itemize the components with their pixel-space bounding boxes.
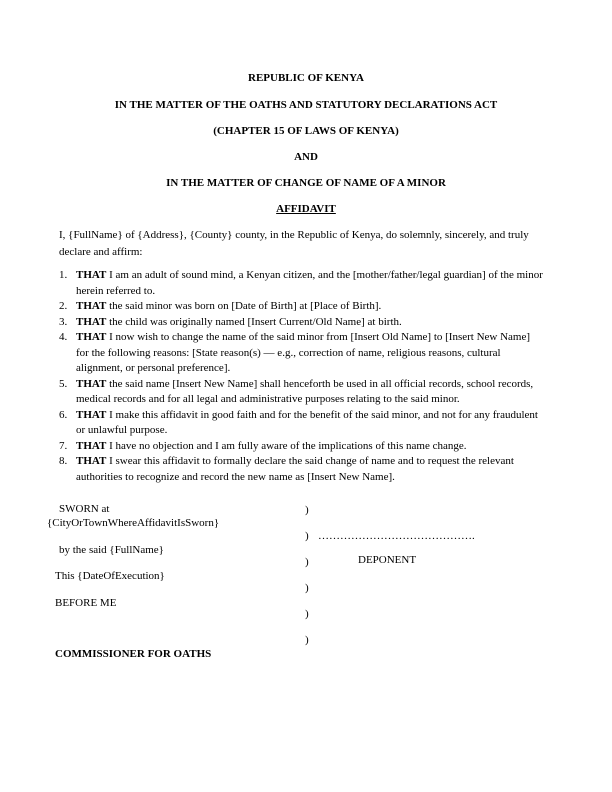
clause-text: I make this affidavit in good faith and for the benefit of the said minor, and not for any fraudulent or unlawful purpose. [76,408,538,436]
document-title [0,203,612,215]
sworn-place: {CityOrTownWhereAffidavitIsSworn} [47,517,220,529]
paren-2: ) [305,530,309,542]
clause-item [59,268,545,299]
clause-text: the said name [Insert New Name] shall henceforth be used in all official records, school records, medical records and for all legal and administrative purposes relating to the said minor. [76,377,534,405]
paren-3: ) [305,556,309,568]
clause-item [59,315,545,331]
clause-item [59,408,545,439]
clause-number: 8. [59,455,68,467]
heading-chapter: (CHAPTER 15 OF LAWS OF KENYA) [213,125,399,137]
clause-number: 3. [59,315,68,328]
clause-number: 4. [59,331,68,343]
clause-number: 1. [59,269,68,281]
heading-matter: IN THE MATTER OF CHANGE OF NAME OF A MINOR [166,177,446,189]
deponent-label: DEPONENT [358,554,417,566]
clause-text: I am an adult of sound mind, a Kenyan citizen, and the [mother/father/legal guardian] of the minor herein referred to. [76,269,543,297]
clause-text: the child was originally named [Insert Current/Old Name] at birth. [106,315,402,328]
clause-lead: THAT [76,269,107,281]
clause-text: the said minor was born on [Date of Birth] at [Place of Birth]. [106,300,382,312]
clause-text: I now wish to change the name of the said minor from [Insert Old Name] to [Insert New Name] for the following reasons: [State reason(s) — e.g., correction of name, religious reasons, cultural alignment, or personal preference]. [76,331,531,374]
clause-lead: THAT [76,315,107,328]
clause-lead: THAT [76,300,107,312]
signature-line: ……………………………………. [318,530,475,542]
heading-and: AND [294,151,318,163]
clause-list [59,268,545,485]
heading-act: IN THE MATTER OF THE OATHS AND STATUTORY DECLARATIONS ACT [114,99,498,111]
clause-text: I swear this affidavit to formally declare the said change of name and to request the relevant authorities to recognize and record the new name as [Insert New Name]. [76,455,514,483]
before-me: BEFORE ME [55,597,117,609]
clause-lead: THAT [76,331,107,343]
sworn-at-label: SWORN at [59,503,110,515]
clause-number: 7. [59,439,68,452]
paren-4: ) [305,582,309,594]
date-of-execution: This {DateOfExecution} [55,570,165,582]
clause-lead: THAT [76,455,107,467]
commissioner-for-oaths: COMMISSIONER FOR OATHS [55,648,212,660]
paren-1: ) [305,504,309,516]
intro-paragraph: I, {FullName} of {Address}, {County} county, in the Republic of Kenya, do solemnly, sincerely, and truly declare and affirm: [59,229,529,258]
clause-lead: THAT [76,439,107,452]
paren-5: ) [305,608,309,620]
clause-lead: THAT [76,377,107,390]
clause-item [59,377,545,408]
clause-text: I have no objection and I am fully aware of the implications of this name change. [106,439,467,452]
clause-lead: THAT [76,408,107,421]
paren-6: ) [305,634,309,646]
heading-republic: REPUBLIC OF KENYA [248,72,364,84]
clause-number: 2. [59,300,68,312]
by-the-said: by the said {FullName} [59,544,164,556]
clause-item [59,454,545,485]
clause-item [59,299,545,315]
clause-number: 6. [59,408,68,421]
clause-number: 5. [59,377,68,390]
affidavit-title: AFFIDAVIT [276,203,336,215]
clause-item [59,439,545,455]
clause-item [59,330,545,377]
